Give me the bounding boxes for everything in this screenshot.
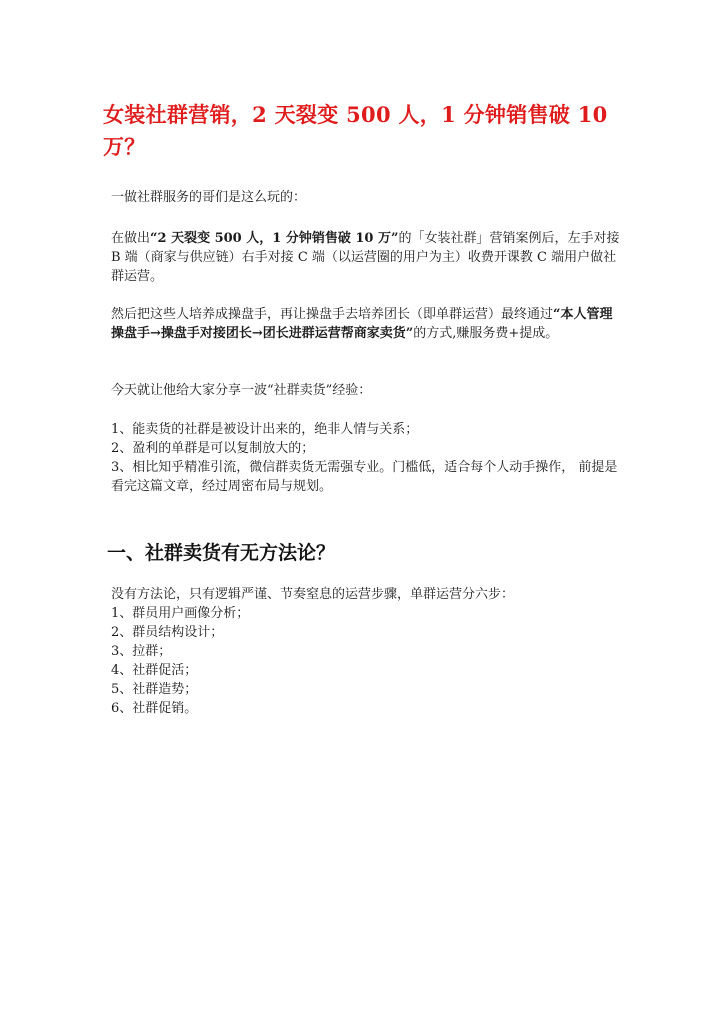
section-1-intro: 没有方法论，只有逻辑严谨、节奏窒息的运营步骤，单群运营分六步： [111,587,515,602]
p1-bold-quote: “2 天裂变 500 人，1 分钟销售破 10 万” [150,231,399,246]
p1-prefix: 在做出 [111,231,151,246]
list-item: 1、能卖货的社群是被设计出来的，绝非人情与关系； [111,422,419,437]
p2-bold-quote: “本人管理操盘手→操盘手对接团长→团长进群运营帮商家卖货” [111,307,613,341]
intro-paragraph: 一做社群服务的哥们是这么玩的： [111,190,307,205]
points-list [111,420,623,496]
p2-prefix: 然后把这些人培养成操盘手，再让操盘手去培养团长（即单群运营）最终通过 [111,307,554,322]
steps-block [111,585,623,718]
list-item: 4、社群促活； [111,663,198,678]
list-item: 6、社群促销。 [111,701,198,716]
paragraph-2 [111,305,623,343]
list-item: 5、社群造势； [111,682,198,697]
article-title: 女装社群营销，2 天裂变 500 人，1 分钟销售破 10 万？ [103,102,608,159]
list-item: 3、相比知乎精准引流，微信群卖货无需强专业。门槛低，适合每个人动手操作， 前提是看完这篇文章，经过周密布局与规划。 [111,460,618,494]
paragraph-1 [111,229,623,286]
section-1-heading: 一、社群卖货有无方法论？ [107,542,336,564]
paragraph-3: 今天就让他给大家分享一波“社群卖货”经验： [111,383,372,398]
list-item: 1、群员用户画像分析； [111,606,250,621]
list-item: 3、拉群； [111,644,172,659]
list-item: 2、群员结构设计； [111,625,224,640]
p1-suffix: 的「女装社群」营销案例后，左手对接 B 端（商家与供应链）右手对接 C 端（以运营圈的用户为主）收费开课教 C 端用户做社群运营。 [111,231,620,284]
list-item: 2、盈利的单群是可以复制放大的； [111,441,315,456]
p2-suffix: 的方式,赚服务费+提成。 [413,326,559,341]
